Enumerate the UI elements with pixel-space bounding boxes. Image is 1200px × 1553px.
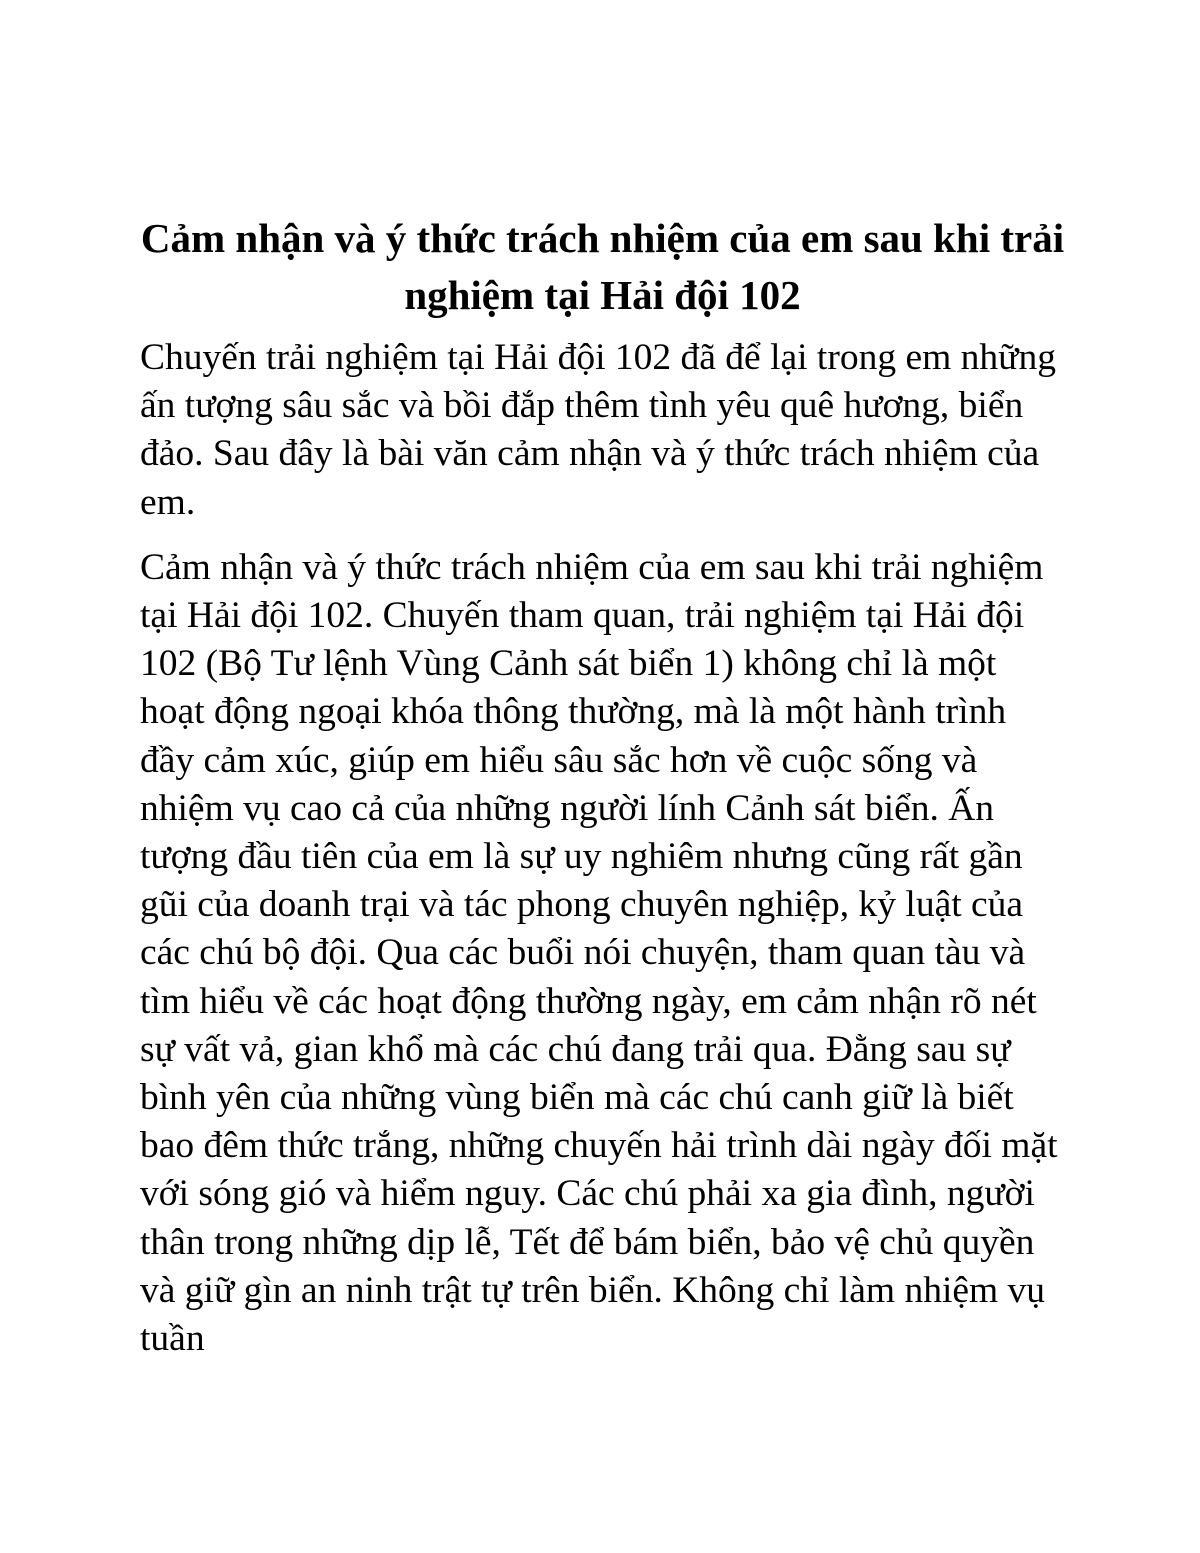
intro-paragraph: Chuyến trải nghiệm tại Hải đội 102 đã để lại trong em những ấn tượng sâu sắc và bồi đắp thêm tình yêu quê hương, biển đảo. Sau đây là bài văn cảm nhận và ý thức trách nhiệm của em. [140,337,1056,523]
document-body [140,210,1065,1363]
body-paragraph: Cảm nhận và ý thức trách nhiệm của em sau khi trải nghiệm tại Hải đội 102. Chuyến tham quan, trải nghiệm tại Hải đội 102 (Bộ Tư lệnh Vùng Cảnh sát biển 1) không chỉ là một hoạt động ngoại khóa thông thường, mà là một hành trình đầy cảm xúc, giúp em hiểu sâu sắc hơn về cuộc sống và nhiệm vụ cao cả của những người lính Cảnh sát biển. Ấn tượng đầu tiên của em là sự uy nghiêm nhưng cũng rất gần gũi của doanh trại và tác phong chuyên nghiệp, kỷ luật của các chú bộ đội. Qua các buổi nói chuyện, tham quan tàu và tìm hiểu về các hoạt động thường ngày, em cảm nhận rõ nét sự vất vả, gian khổ mà các chú đang trải qua. Đằng sau sự bình yên của những vùng biển mà các chú canh giữ là biết bao đêm thức trắng, những chuyến hải trình dài ngày đối mặt với sóng gió và hiểm nguy. Các chú phải xa gia đình, người thân trong những dịp lễ, Tết để bám biển, bảo vệ chủ quyền và giữ gìn an ninh trật tự trên biển. Không chỉ làm nhiệm vụ tuần [140,546,1058,1360]
document-title: Cảm nhận và ý thức trách nhiệm của em sau khi trải nghiệm tại Hải đội 102 [140,215,1065,318]
